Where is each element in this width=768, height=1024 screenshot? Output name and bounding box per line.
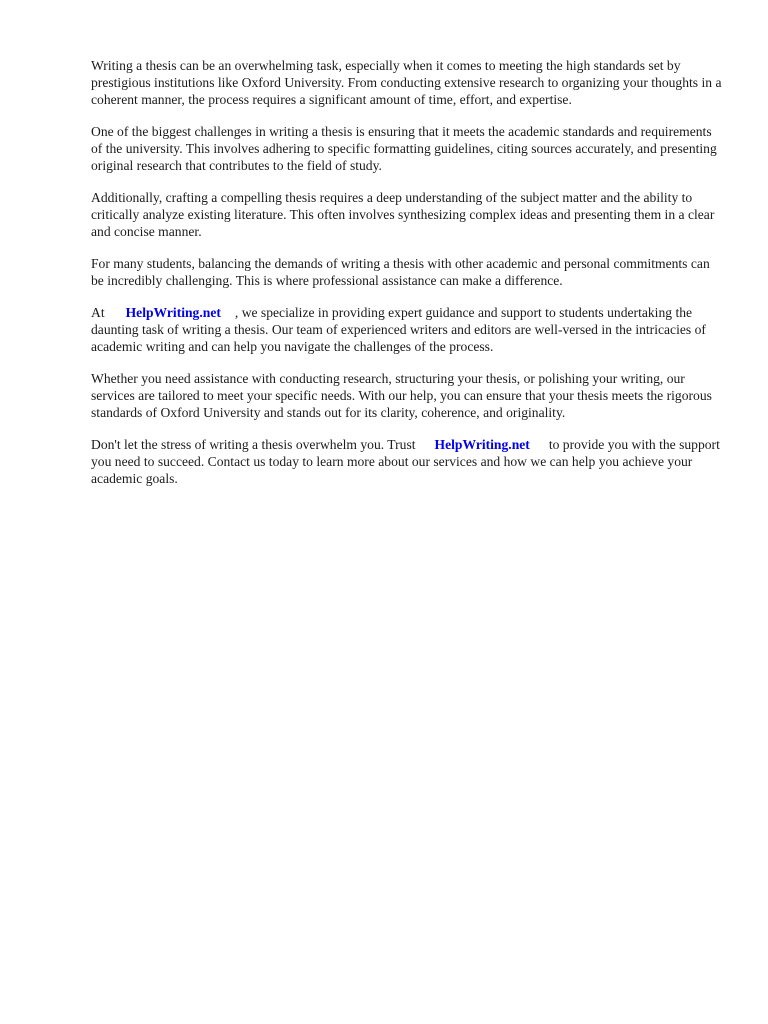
paragraph-text: For many students, balancing the demands of writing a thesis with other academic and personal commitments can be incredibly challenging. This is where professional assistance can make a difference.	[91, 256, 710, 288]
paragraph-text: Writing a thesis can be an overwhelming task, especially when it comes to meeting the high standards set by prestigious institutions like Oxford University. From conducting extensive research to organizing your thoughts in a coherent manner, the process requires a significant amount of time, effort, and expertise.	[91, 58, 722, 107]
paragraph	[91, 255, 724, 289]
paragraph	[91, 189, 724, 240]
paragraph-text: Don't let the stress of writing a thesis overwhelm you. Trust	[91, 437, 416, 452]
paragraph	[91, 57, 724, 108]
paragraph	[91, 123, 724, 174]
paragraph-text: One of the biggest challenges in writing a thesis is ensuring that it meets the academic standards and requirements of the university. This involves adhering to specific formatting guidelines, citing sources accurately, and presenting original research that contributes to the field of study.	[91, 124, 717, 173]
helpwriting-link[interactable]: HelpWriting.net	[125, 305, 221, 320]
document-content	[91, 57, 724, 502]
paragraph	[91, 436, 724, 487]
paragraph	[91, 304, 724, 355]
paragraph-text: At	[91, 305, 105, 320]
paragraph-text: Additionally, crafting a compelling thesis requires a deep understanding of the subject matter and the ability to critically analyze existing literature. This often involves synthesizing complex ideas and presenting them in a clear and concise manner.	[91, 190, 715, 239]
paragraph-text: , we specialize in providing expert guidance and support to students undertaking the daunting task of writing a thesis. Our team of experienced writers and editors are well-versed in the intricacies of academic writing and can help you navigate the challenges of the process.	[91, 305, 706, 354]
paragraph-text: to provide you with the support you need to succeed. Contact us today to learn more about our services and how we can help you achieve your academic goals.	[91, 437, 720, 486]
paragraph	[91, 370, 724, 421]
helpwriting-link[interactable]: HelpWriting.net	[434, 437, 530, 452]
paragraph-text: Whether you need assistance with conducting research, structuring your thesis, or polishing your writing, our services are tailored to meet your specific needs. With our help, you can ensure that your thesis meets the rigorous standards of Oxford University and stands out for its clarity, coherence, and originality.	[91, 371, 712, 420]
